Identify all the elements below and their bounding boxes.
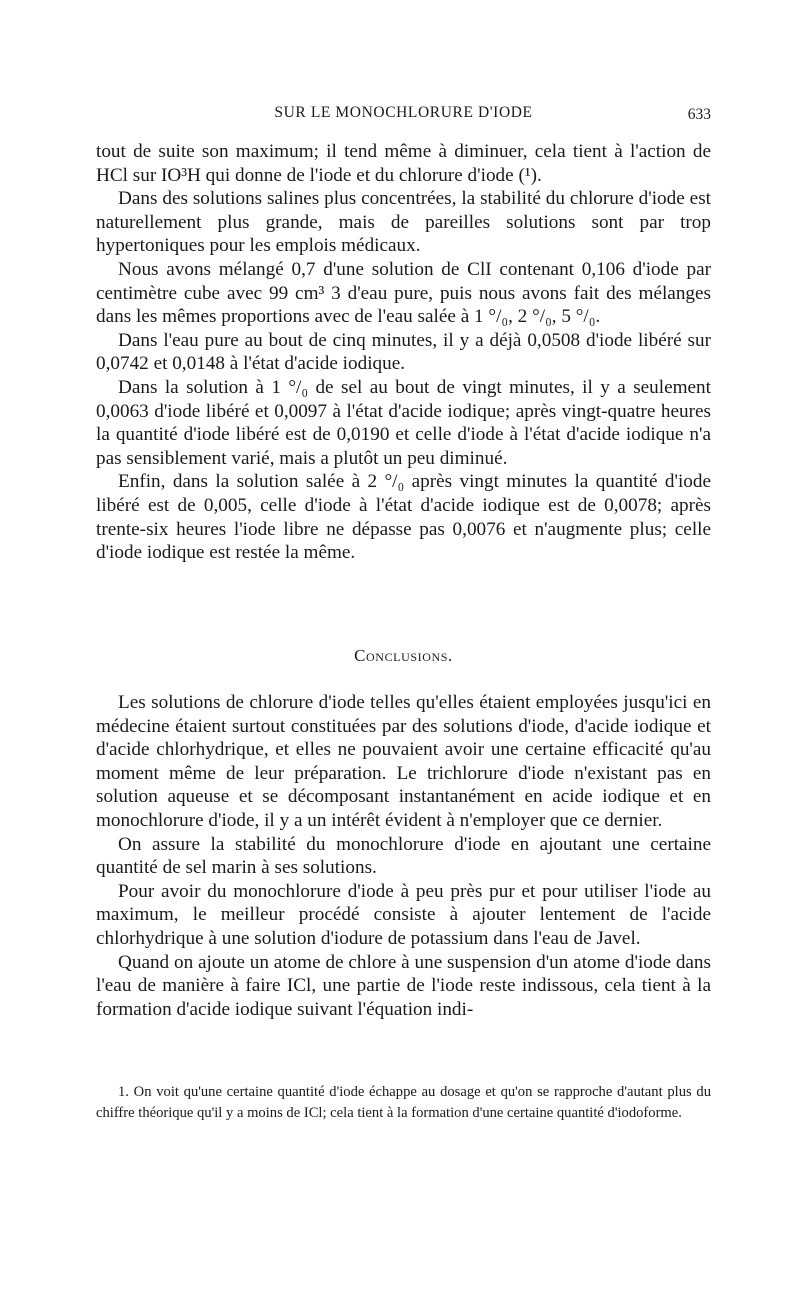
- paragraph: Dans l'eau pure au bout de cinq minutes, il y a déjà 0,0508 d'iode libéré sur 0,0742 et 0,0148 à l'état d'acide iodique.: [96, 329, 711, 375]
- footnote: [96, 1082, 711, 1123]
- paragraph: Les solutions de chlorure d'iode telles qu'elles étaient employées jusqu'ici en médecine étaient surtout constituées par des solutions d'iode, d'acide iodique et d'acide chlorhydrique, et elles ne pouvaient avoir une certaine efficacité qu'au moment même de leur préparation. Le trichlorure d'iode n'existant pas en solution aqueuse et se décomposant instantanément en acide iodique et en monochlorure d'iode, il y a un intérêt évident à n'employer que ce dernier.: [96, 692, 711, 831]
- section-heading: Conclusions.: [354, 646, 453, 665]
- paragraph: Quand on ajoute un atome de chlore à une suspension d'un atome d'iode dans l'eau de manière à faire ICl, une partie de l'iode reste indissous, cela tient à la formation d'acide iodique suivant l'équation indi-: [96, 951, 711, 1020]
- paragraph: On assure la stabilité du monochlorure d'iode en ajoutant une certaine quantité de sel marin à ses solutions.: [96, 833, 711, 879]
- paragraph: Nous avons mélangé 0,7 d'une solution de ClI contenant 0,106 d'iode par centimètre cube avec 99 cm³ 3 d'eau pure, puis nous avons fait des mélanges dans les mêmes proportions avec de l'eau salée à 1 °/₀, 2 °/₀, 5 °/₀.: [96, 258, 711, 328]
- footnote-text: 1. On voit qu'une certaine quantité d'iode échappe au dosage et qu'on se rapproche d'autant plus du chiffre théorique qu'il y a moins de ICl; cela tient à la formation d'une certaine quantité d'iodoforme.: [96, 1084, 711, 1121]
- results-section: [96, 140, 711, 565]
- page-number: 633: [687, 106, 711, 123]
- paragraph: Dans des solutions salines plus concentrées, la stabilité du chlorure d'iode est naturellement plus grande, mais de pareilles solutions sont par trop hypertoniques pour les emplois médicaux.: [96, 188, 711, 257]
- paragraph: Pour avoir du monochlorure d'iode à peu près pur et pour utiliser l'iode au maximum, le meilleur procédé consiste à ajouter lentement de l'acide chlorhydrique à une solution d'iodure de potassium dans l'eau de Javel.: [96, 880, 711, 949]
- conclusions-section: [96, 691, 711, 1021]
- paragraph: Enfin, dans la solution salée à 2 °/₀ après vingt minutes la quantité d'iode libéré est de 0,005, celle d'iode à l'état d'acide iodique est de 0,0078; après trente-six heures l'iode libre ne dépasse pas 0,0076 et n'augmente plus; celle d'iode iodique est restée la même.: [96, 471, 711, 564]
- page-header: [96, 104, 711, 128]
- running-title: SUR LE MONOCHLORURE D'IODE: [274, 104, 533, 121]
- paragraph: tout de suite son maximum; il tend même à diminuer, cela tient à l'action de HCl sur IO³H qui donne de l'iode et du chlorure d'iode (¹).: [96, 141, 711, 186]
- paragraph: Dans la solution à 1 °/₀ de sel au bout de vingt minutes, il y a seulement 0,0063 d'iode libéré et 0,0097 à l'état d'acide iodique; après vingt-quatre heures la quantité d'iode libéré est de 0,0190 et celle d'iode à l'état d'acide iodique n'a pas sensiblement varié, mais a plutôt un peu diminué.: [96, 376, 711, 469]
